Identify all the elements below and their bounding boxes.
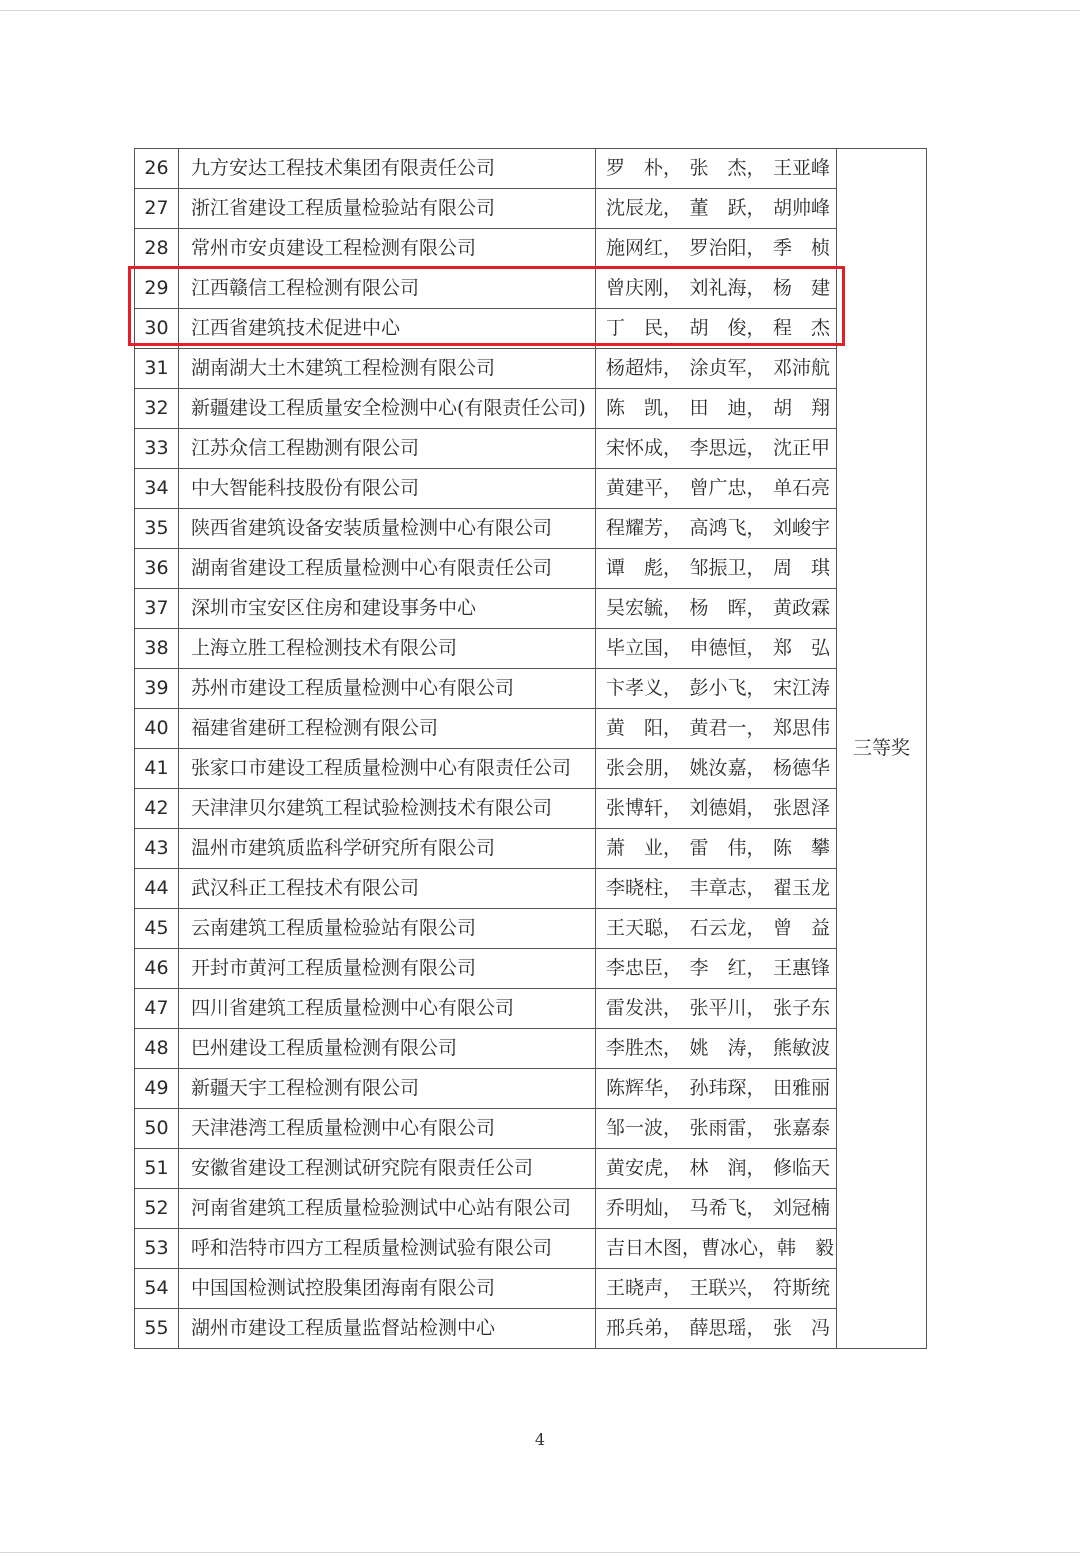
recipient-name: 王天聪， [606,917,683,939]
recipient-name: 石云龙， [689,917,766,939]
recipient-names [596,1229,837,1269]
organization-name: 开封市黄河工程质量检测有限公司 [179,949,596,989]
recipient-name: 郑思伟 [772,717,830,739]
recipient-name: 田 迪， [689,397,766,419]
recipient-name: 张博轩， [606,797,683,819]
table-row [135,349,927,389]
recipient-name: 申德恒， [689,637,766,659]
table-row [135,509,927,549]
recipient-name: 刘峻宇 [772,517,830,539]
recipient-name: 张平川， [689,997,766,1019]
organization-name: 湖南省建设工程质量检测中心有限责任公司 [179,549,596,589]
recipient-names-list [606,309,830,348]
recipient-name: 黄建平， [606,477,683,499]
recipient-name: 施网红， [606,237,683,259]
recipient-name: 乔明灿， [606,1197,683,1219]
recipient-names [596,429,837,469]
recipient-name: 符斯统 [772,1277,830,1299]
row-number: 26 [135,149,179,189]
recipient-name: 杨 建 [772,277,830,299]
organization-name: 苏州市建设工程质量检测中心有限公司 [179,669,596,709]
organization-name: 上海立胜工程检测技术有限公司 [179,629,596,669]
recipient-name: 熊敏波 [772,1037,830,1059]
table-row [135,1229,927,1269]
recipient-name: 刘德娟， [689,797,766,819]
organization-name: 江苏众信工程勘测有限公司 [179,429,596,469]
row-number: 55 [135,1309,179,1349]
table-row [135,709,927,749]
recipient-name: 邹振卫， [689,557,766,579]
table-row [135,909,927,949]
recipient-name: 曾庆刚， [606,277,683,299]
recipient-names-list [606,1229,835,1268]
row-number: 52 [135,1189,179,1229]
recipient-name: 张恩泽 [772,797,830,819]
row-number: 36 [135,549,179,589]
recipient-names [596,389,837,429]
recipient-names-list [606,1029,830,1068]
recipient-names-list [606,749,830,788]
organization-name: 湖州市建设工程质量监督站检测中心 [179,1309,596,1349]
recipient-name: 吉日木图， [606,1237,702,1259]
recipient-name: 张子东 [772,997,830,1019]
recipient-name: 雷 伟， [689,837,766,859]
recipient-name: 张雨雷， [689,1117,766,1139]
row-number: 40 [135,709,179,749]
recipient-name: 沈正甲 [772,437,830,459]
organization-name: 河南省建筑工程质量检验测试中心站有限公司 [179,1189,596,1229]
recipient-name: 张 杰， [689,157,766,179]
row-number: 30 [135,309,179,349]
recipient-names [596,189,837,229]
recipient-names-list [606,269,830,308]
organization-name: 四川省建筑工程质量检测中心有限公司 [179,989,596,1029]
organization-name: 九方安达工程技术集团有限责任公司 [179,149,596,189]
recipient-names [596,709,837,749]
recipient-names-list [606,1109,830,1148]
organization-name: 新疆天宇工程检测有限公司 [179,1069,596,1109]
table-row [135,429,927,469]
row-number: 54 [135,1269,179,1309]
row-number: 45 [135,909,179,949]
table-row [135,829,927,869]
row-number: 34 [135,469,179,509]
recipient-names [596,749,837,789]
recipient-name: 田雅丽 [772,1077,830,1099]
recipient-name: 沈辰龙， [606,197,683,219]
recipient-name: 张会朋， [606,757,683,779]
organization-name: 常州市安贞建设工程检测有限公司 [179,229,596,269]
table-row [135,669,927,709]
recipient-names-list [606,509,830,548]
organization-name: 新疆建设工程质量安全检测中心(有限责任公司) [179,389,596,429]
recipient-name: 李 红， [689,957,766,979]
recipient-names [596,309,837,349]
table-row [135,1149,927,1189]
recipient-names [596,949,837,989]
recipient-names [596,909,837,949]
row-number: 27 [135,189,179,229]
recipient-name: 李忠臣， [606,957,683,979]
row-number: 41 [135,749,179,789]
organization-name: 天津港湾工程质量检测中心有限公司 [179,1109,596,1149]
recipient-name: 程耀芳， [606,517,683,539]
recipient-name: 吴宏毓， [606,597,683,619]
recipient-name: 胡帅峰 [772,197,830,219]
table-row [135,309,927,349]
table-row [135,789,927,829]
table-row [135,869,927,909]
recipient-name: 修临天 [772,1157,830,1179]
recipient-name: 季 桢 [772,237,830,259]
organization-name: 江西省建筑技术促进中心 [179,309,596,349]
recipient-names [596,1149,837,1189]
organization-name: 湖南湖大土木建筑工程检测有限公司 [179,349,596,389]
row-number: 53 [135,1229,179,1269]
row-number: 31 [135,349,179,389]
recipient-names-list [606,229,830,268]
recipient-name: 毕立国， [606,637,683,659]
recipient-names-list [606,1069,830,1108]
recipient-names-list [606,829,830,868]
recipient-names-list [606,909,830,948]
recipient-name: 韩 毅 [777,1237,835,1259]
recipient-names-list [606,549,830,588]
recipient-name: 黄 阳， [606,717,683,739]
page-number: 4 [534,1430,546,1449]
row-number: 37 [135,589,179,629]
row-number: 51 [135,1149,179,1189]
recipient-names [596,829,837,869]
table-row [135,149,927,189]
recipient-names-list [606,149,830,188]
recipient-name: 萧 业， [606,837,683,859]
organization-name: 张家口市建设工程质量检测中心有限责任公司 [179,749,596,789]
recipient-name: 刘礼海， [689,277,766,299]
recipient-name: 胡 翔 [772,397,830,419]
recipient-name: 陈 攀 [772,837,830,859]
recipient-name: 翟玉龙 [772,877,830,899]
recipient-name: 李胜杰， [606,1037,683,1059]
recipient-names [596,469,837,509]
award-table-wrapper [134,148,926,1349]
table-row [135,749,927,789]
table-row [135,589,927,629]
recipient-name: 王惠锋 [772,957,830,979]
recipient-name: 王晓声， [606,1277,683,1299]
recipient-name: 孙玮琛， [689,1077,766,1099]
recipient-names-list [606,1189,830,1228]
recipient-names [596,229,837,269]
recipient-names [596,149,837,189]
recipient-name: 李思远， [689,437,766,459]
recipient-names-list [606,1149,830,1188]
recipient-name: 程 杰 [772,317,830,339]
organization-name: 中大智能科技股份有限公司 [179,469,596,509]
recipient-name: 杨超炜， [606,357,683,379]
recipient-name: 王亚峰 [772,157,830,179]
recipient-names-list [606,429,830,468]
recipient-name: 彭小飞， [689,677,766,699]
table-row [135,269,927,309]
organization-name: 巴州建设工程质量检测有限公司 [179,1029,596,1069]
recipient-names [596,869,837,909]
recipient-name: 董 跃， [689,197,766,219]
recipient-name: 陈辉华， [606,1077,683,1099]
table-row [135,1029,927,1069]
row-number: 44 [135,869,179,909]
recipient-names-list [606,469,830,508]
row-number: 38 [135,629,179,669]
recipient-name: 单石亮 [772,477,830,499]
recipient-names-list [606,1269,830,1308]
recipient-name: 曾广忠， [689,477,766,499]
recipient-name: 林 润， [689,1157,766,1179]
organization-name: 江西赣信工程检测有限公司 [179,269,596,309]
table-row [135,1309,927,1349]
recipient-name: 宋怀成， [606,437,683,459]
recipient-name: 姚汝嘉， [689,757,766,779]
recipient-names-list [606,789,830,828]
scan-edge-top [0,10,1080,11]
table-row [135,389,927,429]
row-number: 33 [135,429,179,469]
table-row [135,1269,927,1309]
recipient-name: 高鸿飞， [689,517,766,539]
recipient-name: 杨 晖， [689,597,766,619]
recipient-names [596,1269,837,1309]
recipient-name: 张 冯 [772,1317,830,1339]
recipient-names-list [606,869,830,908]
organization-name: 武汉科正工程技术有限公司 [179,869,596,909]
row-number: 39 [135,669,179,709]
scan-edge-bottom [0,1552,1080,1553]
recipient-name: 曹冰心， [701,1237,778,1259]
recipient-names-list [606,349,830,388]
recipient-name: 王联兴， [689,1277,766,1299]
organization-name: 深圳市宝安区住房和建设事务中心 [179,589,596,629]
row-number: 47 [135,989,179,1029]
organization-name: 中国国检测试控股集团海南有限公司 [179,1269,596,1309]
table-row [135,549,927,589]
award-table [134,148,927,1349]
organization-name: 安徽省建设工程测试研究院有限责任公司 [179,1149,596,1189]
recipient-names [596,269,837,309]
organization-name: 温州市建筑质监科学研究所有限公司 [179,829,596,869]
recipient-names [596,989,837,1029]
organization-name: 天津津贝尔建筑工程试验检测技术有限公司 [179,789,596,829]
recipient-names [596,1029,837,1069]
row-number: 35 [135,509,179,549]
recipient-name: 杨德华 [772,757,830,779]
recipient-name: 姚 涛， [689,1037,766,1059]
organization-name: 呼和浩特市四方工程质量检测试验有限公司 [179,1229,596,1269]
recipient-name: 胡 俊， [689,317,766,339]
recipient-names-list [606,669,830,708]
recipient-name: 谭 彪， [606,557,683,579]
recipient-names-list [606,189,830,228]
recipient-name: 郑 弘 [772,637,830,659]
recipient-name: 罗治阳， [689,237,766,259]
table-row [135,229,927,269]
recipient-name: 薛思瑶， [689,1317,766,1339]
organization-name: 浙江省建设工程质量检验站有限公司 [179,189,596,229]
recipient-name: 宋江涛 [772,677,830,699]
row-number: 49 [135,1069,179,1109]
recipient-name: 卞孝义， [606,677,683,699]
recipient-names-list [606,709,830,748]
recipient-name: 陈 凯， [606,397,683,419]
table-row [135,469,927,509]
recipient-names [596,1189,837,1229]
recipient-name: 马希飞， [689,1197,766,1219]
award-level: 三等奖 [837,149,927,1349]
recipient-names-list [606,589,830,628]
recipient-names [596,1069,837,1109]
recipient-names [596,1309,837,1349]
row-number: 43 [135,829,179,869]
recipient-name: 周 琪 [772,557,830,579]
recipient-name: 涂贞军， [689,357,766,379]
organization-name: 陕西省建筑设备安装质量检测中心有限公司 [179,509,596,549]
row-number: 32 [135,389,179,429]
row-number: 46 [135,949,179,989]
recipient-name: 刘冠楠 [772,1197,830,1219]
table-row [135,1189,927,1229]
table-row [135,949,927,989]
recipient-names [596,789,837,829]
recipient-name: 李晓柱， [606,877,683,899]
table-row [135,1069,927,1109]
recipient-names-list [606,389,830,428]
recipient-names-list [606,629,830,668]
recipient-name: 邹一波， [606,1117,683,1139]
recipient-name: 罗 朴， [606,157,683,179]
recipient-name: 丁 民， [606,317,683,339]
row-number: 42 [135,789,179,829]
recipient-name: 黄君一， [689,717,766,739]
row-number: 29 [135,269,179,309]
row-number: 48 [135,1029,179,1069]
recipient-names-list [606,989,830,1028]
recipient-names [596,629,837,669]
table-row [135,1109,927,1149]
table-row [135,989,927,1029]
recipient-name: 丰章志， [689,877,766,899]
recipient-name: 张嘉泰 [772,1117,830,1139]
recipient-name: 邢兵弟， [606,1317,683,1339]
recipient-name: 雷发洪， [606,997,683,1019]
recipient-names [596,589,837,629]
recipient-names [596,1109,837,1149]
row-number: 50 [135,1109,179,1149]
row-number: 28 [135,229,179,269]
recipient-name: 黄安虎， [606,1157,683,1179]
recipient-names [596,669,837,709]
recipient-names-list [606,949,830,988]
organization-name: 云南建筑工程质量检验站有限公司 [179,909,596,949]
recipient-names [596,349,837,389]
table-row [135,629,927,669]
recipient-names-list [606,1309,830,1348]
recipient-names [596,549,837,589]
recipient-name: 黄政霖 [772,597,830,619]
table-row [135,189,927,229]
recipient-name: 曾 益 [772,917,830,939]
organization-name: 福建省建研工程检测有限公司 [179,709,596,749]
recipient-name: 邓沛航 [772,357,830,379]
recipient-names [596,509,837,549]
award-table-body [135,149,927,1349]
